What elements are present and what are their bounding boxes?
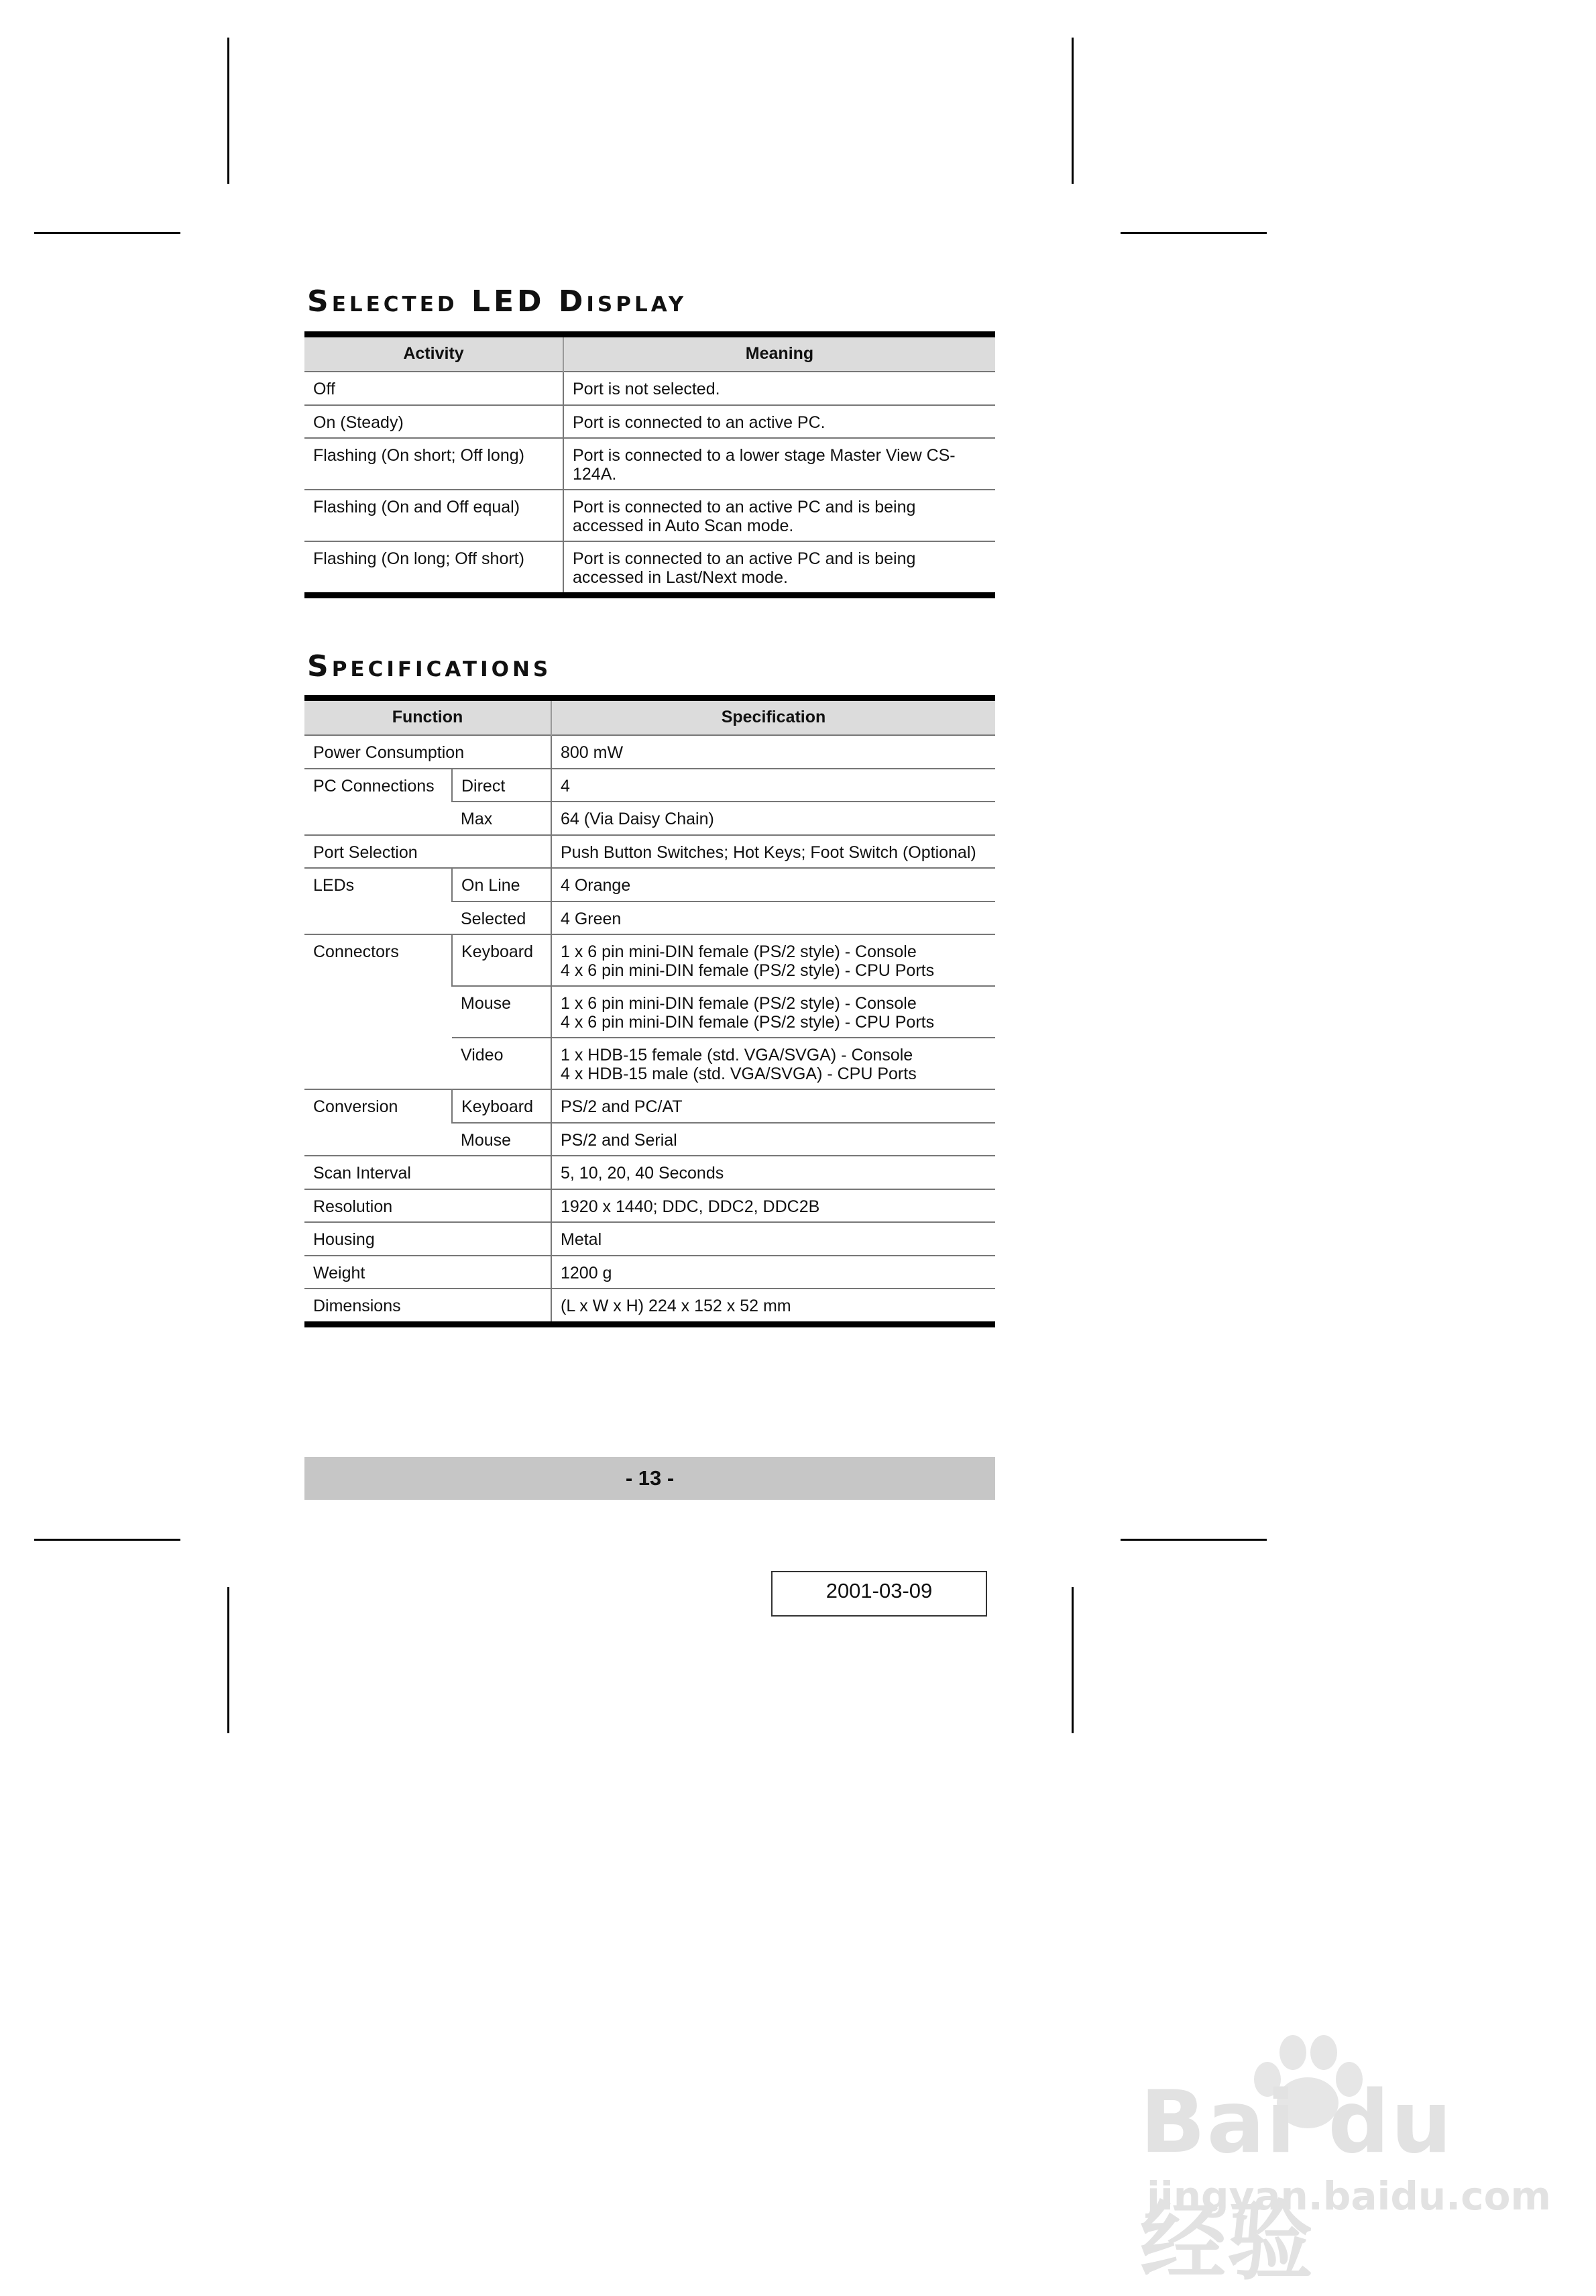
- function-cell: Conversion: [304, 1089, 452, 1156]
- crop-mark: [1072, 38, 1074, 184]
- table-row: [304, 1089, 995, 1123]
- watermark-logo: Bai du 经验: [1140, 2073, 1454, 2292]
- page-number: - 13 -: [625, 1466, 675, 1490]
- table-row: [304, 934, 995, 986]
- activity-cell: Off: [304, 372, 563, 405]
- table-row: [304, 490, 995, 541]
- meaning-cell: Port is connected to an active PC and is being accessed in Auto Scan mode.: [563, 490, 995, 541]
- sub-function-cell: Max: [452, 802, 551, 835]
- spec-cell: 4 Orange: [551, 868, 995, 901]
- page-number-bar: [304, 1457, 995, 1500]
- function-cell: PC Connections: [304, 769, 452, 835]
- spec-cell: PS/2 and PC/AT: [551, 1089, 995, 1123]
- table-row: [304, 541, 995, 596]
- spec-line: 4 x 6 pin mini-DIN female (PS/2 style) - CPU Ports: [561, 1012, 935, 1032]
- spec-cell: PS/2 and Serial: [551, 1123, 995, 1156]
- crop-mark: [227, 38, 229, 184]
- table-row: [304, 868, 995, 901]
- column-header-function: Function: [304, 698, 551, 736]
- led-table: [304, 331, 995, 598]
- table-row: [304, 769, 995, 802]
- spec-line: 1 x 6 pin mini-DIN female (PS/2 style) - Console: [561, 994, 917, 1013]
- sub-function-cell: Keyboard: [452, 1089, 551, 1123]
- crop-mark: [34, 1539, 180, 1541]
- function-cell: Port Selection: [304, 835, 551, 869]
- spec-line: 4 x HDB-15 male (std. VGA/SVGA) - CPU Ports: [561, 1064, 917, 1083]
- function-cell: Housing: [304, 1222, 551, 1256]
- column-header-activity: Activity: [304, 335, 563, 372]
- spec-cell: Push Button Switches; Hot Keys; Foot Switch (Optional): [551, 835, 995, 869]
- crop-mark: [1072, 1587, 1074, 1733]
- spec-cell: 1200 g: [551, 1256, 995, 1289]
- function-cell: Scan Interval: [304, 1156, 551, 1189]
- function-cell: Power Consumption: [304, 735, 551, 769]
- spec-cell: 800 mW: [551, 735, 995, 769]
- spec-cell: (L x W x H) 224 x 152 x 52 mm: [551, 1289, 995, 1324]
- table-row: [304, 1256, 995, 1289]
- meaning-cell: Port is connected to a lower stage Master View CS-124A.: [563, 438, 995, 490]
- spec-cell: [551, 986, 995, 1038]
- activity-cell: Flashing (On short; Off long): [304, 438, 563, 490]
- crop-mark: [1121, 1539, 1267, 1541]
- table-row: [304, 405, 995, 439]
- function-cell: LEDs: [304, 868, 452, 934]
- spec-cell: [551, 1038, 995, 1089]
- date-box: 2001-03-09: [771, 1571, 987, 1617]
- function-cell: Weight: [304, 1256, 551, 1289]
- baidu-watermark: [1140, 2032, 1551, 2292]
- sub-function-cell: On Line: [452, 868, 551, 901]
- table-row: [304, 372, 995, 405]
- table-header-row: [304, 698, 995, 736]
- spec-line: 1 x 6 pin mini-DIN female (PS/2 style) - Console: [561, 942, 917, 961]
- activity-cell: Flashing (On long; Off short): [304, 541, 563, 596]
- function-cell: Dimensions: [304, 1289, 551, 1324]
- spec-cell: 5, 10, 20, 40 Seconds: [551, 1156, 995, 1189]
- activity-cell: Flashing (On and Off equal): [304, 490, 563, 541]
- table-header-row: [304, 335, 995, 372]
- sub-function-cell: Mouse: [452, 986, 551, 1038]
- crop-mark: [1121, 232, 1267, 234]
- spec-line: 4 x 6 pin mini-DIN female (PS/2 style) - CPU Ports: [561, 961, 935, 980]
- sub-function-cell: Keyboard: [452, 934, 551, 986]
- spec-cell: [551, 934, 995, 986]
- spec-cell: Metal: [551, 1222, 995, 1256]
- table-row: [304, 835, 995, 869]
- spec-line: 1 x HDB-15 female (std. VGA/SVGA) - Console: [561, 1046, 913, 1064]
- meaning-cell: Port is connected to an active PC and is being accessed in Last/Next mode.: [563, 541, 995, 596]
- table-row: [304, 438, 995, 490]
- activity-cell: On (Steady): [304, 405, 563, 439]
- column-header-meaning: Meaning: [563, 335, 995, 372]
- sub-function-cell: Mouse: [452, 1123, 551, 1156]
- crop-mark: [227, 1587, 229, 1733]
- spec-cell: 1920 x 1440; DDC, DDC2, DDC2B: [551, 1189, 995, 1223]
- spec-cell: 4: [551, 769, 995, 802]
- function-cell: Connectors: [304, 934, 452, 1089]
- table-row: [304, 1189, 995, 1223]
- spec-table: [304, 695, 995, 1327]
- table-row: [304, 1156, 995, 1189]
- table-row: [304, 735, 995, 769]
- led-section-title: Selected LED Display: [307, 284, 687, 319]
- watermark-url: jingyan.baidu.com: [1147, 2173, 1551, 2219]
- spec-section-title: Specifications: [307, 649, 552, 684]
- column-header-specification: Specification: [551, 698, 995, 736]
- function-cell: Resolution: [304, 1189, 551, 1223]
- meaning-cell: Port is connected to an active PC.: [563, 405, 995, 439]
- spec-cell: 64 (Via Daisy Chain): [551, 802, 995, 835]
- sub-function-cell: Video: [452, 1038, 551, 1089]
- sub-function-cell: Direct: [452, 769, 551, 802]
- table-row: [304, 1222, 995, 1256]
- crop-mark: [34, 232, 180, 234]
- table-row: [304, 1289, 995, 1324]
- meaning-cell: Port is not selected.: [563, 372, 995, 405]
- sub-function-cell: Selected: [452, 901, 551, 935]
- spec-cell: 4 Green: [551, 901, 995, 935]
